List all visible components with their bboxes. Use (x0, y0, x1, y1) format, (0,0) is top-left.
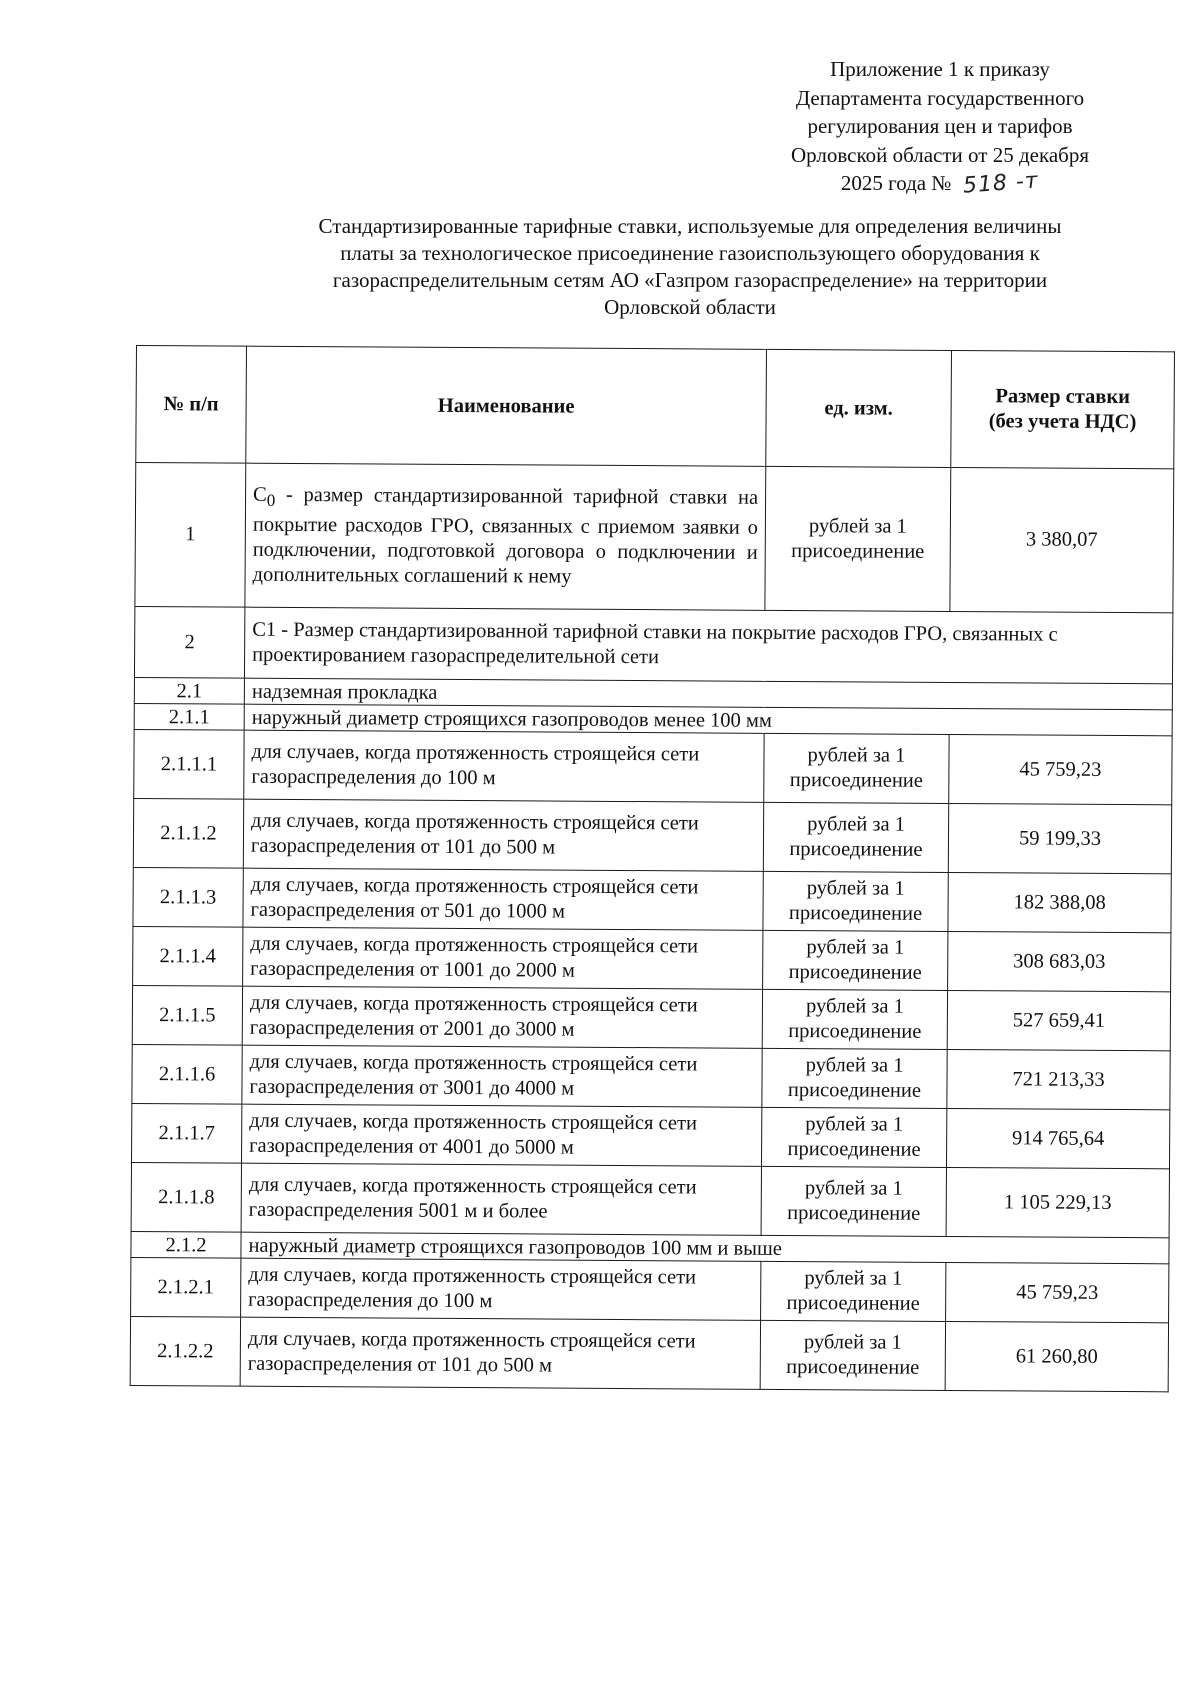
header-line: регулирования цен и тарифов (807, 114, 1073, 138)
c0-symbol: С (253, 483, 267, 506)
row-value: 721 213,33 (947, 1049, 1170, 1109)
row-value: 61 260,80 (945, 1321, 1168, 1391)
row-number: 2.1.1.3 (133, 867, 243, 927)
row-name (245, 463, 766, 610)
table-row (133, 867, 1171, 932)
row-value: 59 199,33 (948, 803, 1171, 873)
row-number: 1 (135, 463, 246, 608)
row-name: для случаев, когда протяженность строящейся сети газораспределения 5001 м и более (241, 1163, 761, 1235)
row-name: для случаев, когда протяженность строящейся сети газораспределения от 101 до 500 м (240, 1317, 760, 1389)
row-name: для случаев, когда протяженность строящейся сети газораспределения от 101 до 500 м (243, 799, 763, 871)
column-header-number: № п/п (136, 346, 247, 464)
document-title (255, 213, 1125, 321)
row-unit: рублей за 1 присоединение (761, 1166, 946, 1236)
row-name: наружный диаметр строящихся газопроводов менее 100 мм (244, 704, 1172, 736)
row-name: для случаев, когда протяженность строящейся сети газораспределения от 4001 до 5000 м (242, 1104, 762, 1166)
row-number: 2.1.1.8 (131, 1162, 241, 1232)
row-name-text: - размер стандартизированной тарифной ставки на покрытие расходов ГРО, связанных с приемом заявки о подключении, подготовкой договора о подключении и дополнительных соглашений к нему (252, 483, 759, 588)
table-row (132, 1044, 1170, 1109)
table-row (134, 729, 1172, 804)
rate-header-line: (без учета НДС) (988, 410, 1137, 434)
row-number: 2.1.2 (131, 1231, 241, 1258)
row-number: 2.1 (134, 677, 244, 704)
table-row (131, 1257, 1169, 1322)
table-row (133, 926, 1171, 991)
row-name: для случаев, когда протяженность строящейся сети газораспределения от 2001 до 3000 м (242, 986, 762, 1048)
header-line: Орловской области от 25 декабря (790, 142, 1089, 167)
row-unit: рублей за 1 присоединение (764, 733, 949, 803)
appendix-header (720, 55, 1160, 199)
row-name: для случаев, когда протяженность строящейся сети газораспределения от 501 до 1000 м (243, 868, 763, 930)
row-number: 2.1.1.2 (133, 798, 243, 868)
row-value: 527 659,41 (947, 990, 1170, 1050)
row-unit: рублей за 1 присоединение (763, 871, 948, 931)
row-name: для случаев, когда протяженность строящейся сети газораспределения до 100 м (244, 730, 764, 802)
row-value: 45 759,23 (949, 734, 1172, 804)
row-unit: рублей за 1 присоединение (761, 1261, 946, 1321)
order-number-prefix: 2025 года № (840, 171, 952, 195)
row-number: 2.1.1.4 (133, 926, 243, 986)
row-unit: рублей за 1 присоединение (762, 989, 947, 1049)
row-value: 45 759,23 (946, 1262, 1169, 1322)
tariff-rates-table (130, 345, 1175, 1392)
title-line: газораспределительным сетям АО «Газпром газораспределение» на территории (332, 268, 1048, 292)
header-line: Департамента государственного (795, 85, 1085, 110)
table-row (134, 606, 1172, 683)
row-name: наружный диаметр строящихся газопроводов 100 мм и выше (241, 1232, 1169, 1264)
row-value: 308 683,03 (948, 931, 1171, 991)
row-name: для случаев, когда протяженность строящейся сети газораспределения от 1001 до 2000 м (243, 927, 763, 989)
row-name: С1 - Размер стандартизированной тарифной ставки на покрытие расходов ГРО, связанных с проектированием газораспределительной сети (244, 607, 1172, 684)
row-number: 2.1.1 (134, 703, 244, 730)
row-number: 2.1.1.5 (132, 985, 242, 1045)
row-name: надземная прокладка (244, 678, 1172, 710)
row-unit: рублей за 1 присоединение (761, 1107, 946, 1167)
row-number: 2.1.1.1 (134, 729, 244, 799)
table-header-row (136, 346, 1175, 469)
order-number-line (720, 169, 1160, 199)
table-row (133, 798, 1171, 873)
table-row (132, 985, 1170, 1050)
row-number: 2.1.2.1 (131, 1257, 241, 1317)
column-header-name: Наименование (246, 346, 767, 466)
row-value: 914 765,64 (946, 1108, 1169, 1168)
row-unit: рублей за 1 присоединение (762, 1048, 947, 1108)
title-line: Орловской области (604, 295, 776, 319)
header-line: Приложение 1 к приказу (830, 57, 1050, 81)
row-unit: рублей за 1 присоединение (763, 802, 948, 872)
handwritten-order-number: 518 -т (962, 168, 1040, 199)
row-value: 3 380,07 (950, 467, 1174, 612)
table-row (131, 1162, 1169, 1237)
row-name: для случаев, когда протяженность строящейся сети газораспределения до 100 м (241, 1258, 761, 1320)
row-name: для случаев, когда протяженность строящейся сети газораспределения от 3001 до 4000 м (242, 1045, 762, 1107)
rate-header-line: Размер ставки (995, 385, 1131, 409)
row-unit: рублей за 1 присоединение (760, 1320, 945, 1390)
table-row (135, 463, 1174, 613)
title-line: платы за технологическое присоединение газоиспользующего оборудования к (340, 241, 1040, 265)
row-number: 2 (134, 606, 244, 678)
column-header-rate (951, 350, 1175, 468)
column-header-unit: ед. изм. (766, 349, 952, 467)
row-number: 2.1.1.6 (132, 1044, 242, 1104)
row-value: 182 388,08 (948, 872, 1171, 932)
row-number: 2.1.2.2 (130, 1316, 240, 1386)
row-value: 1 105 229,13 (946, 1167, 1169, 1237)
table-row (130, 1316, 1168, 1391)
title-line: Стандартизированные тарифные ставки, используемые для определения величины (318, 214, 1062, 238)
row-number: 2.1.1.7 (132, 1103, 242, 1163)
row-unit: рублей за 1 присоединение (765, 466, 951, 611)
row-unit: рублей за 1 присоединение (763, 930, 948, 990)
table-row (132, 1103, 1170, 1168)
c0-subscript: 0 (266, 490, 276, 510)
